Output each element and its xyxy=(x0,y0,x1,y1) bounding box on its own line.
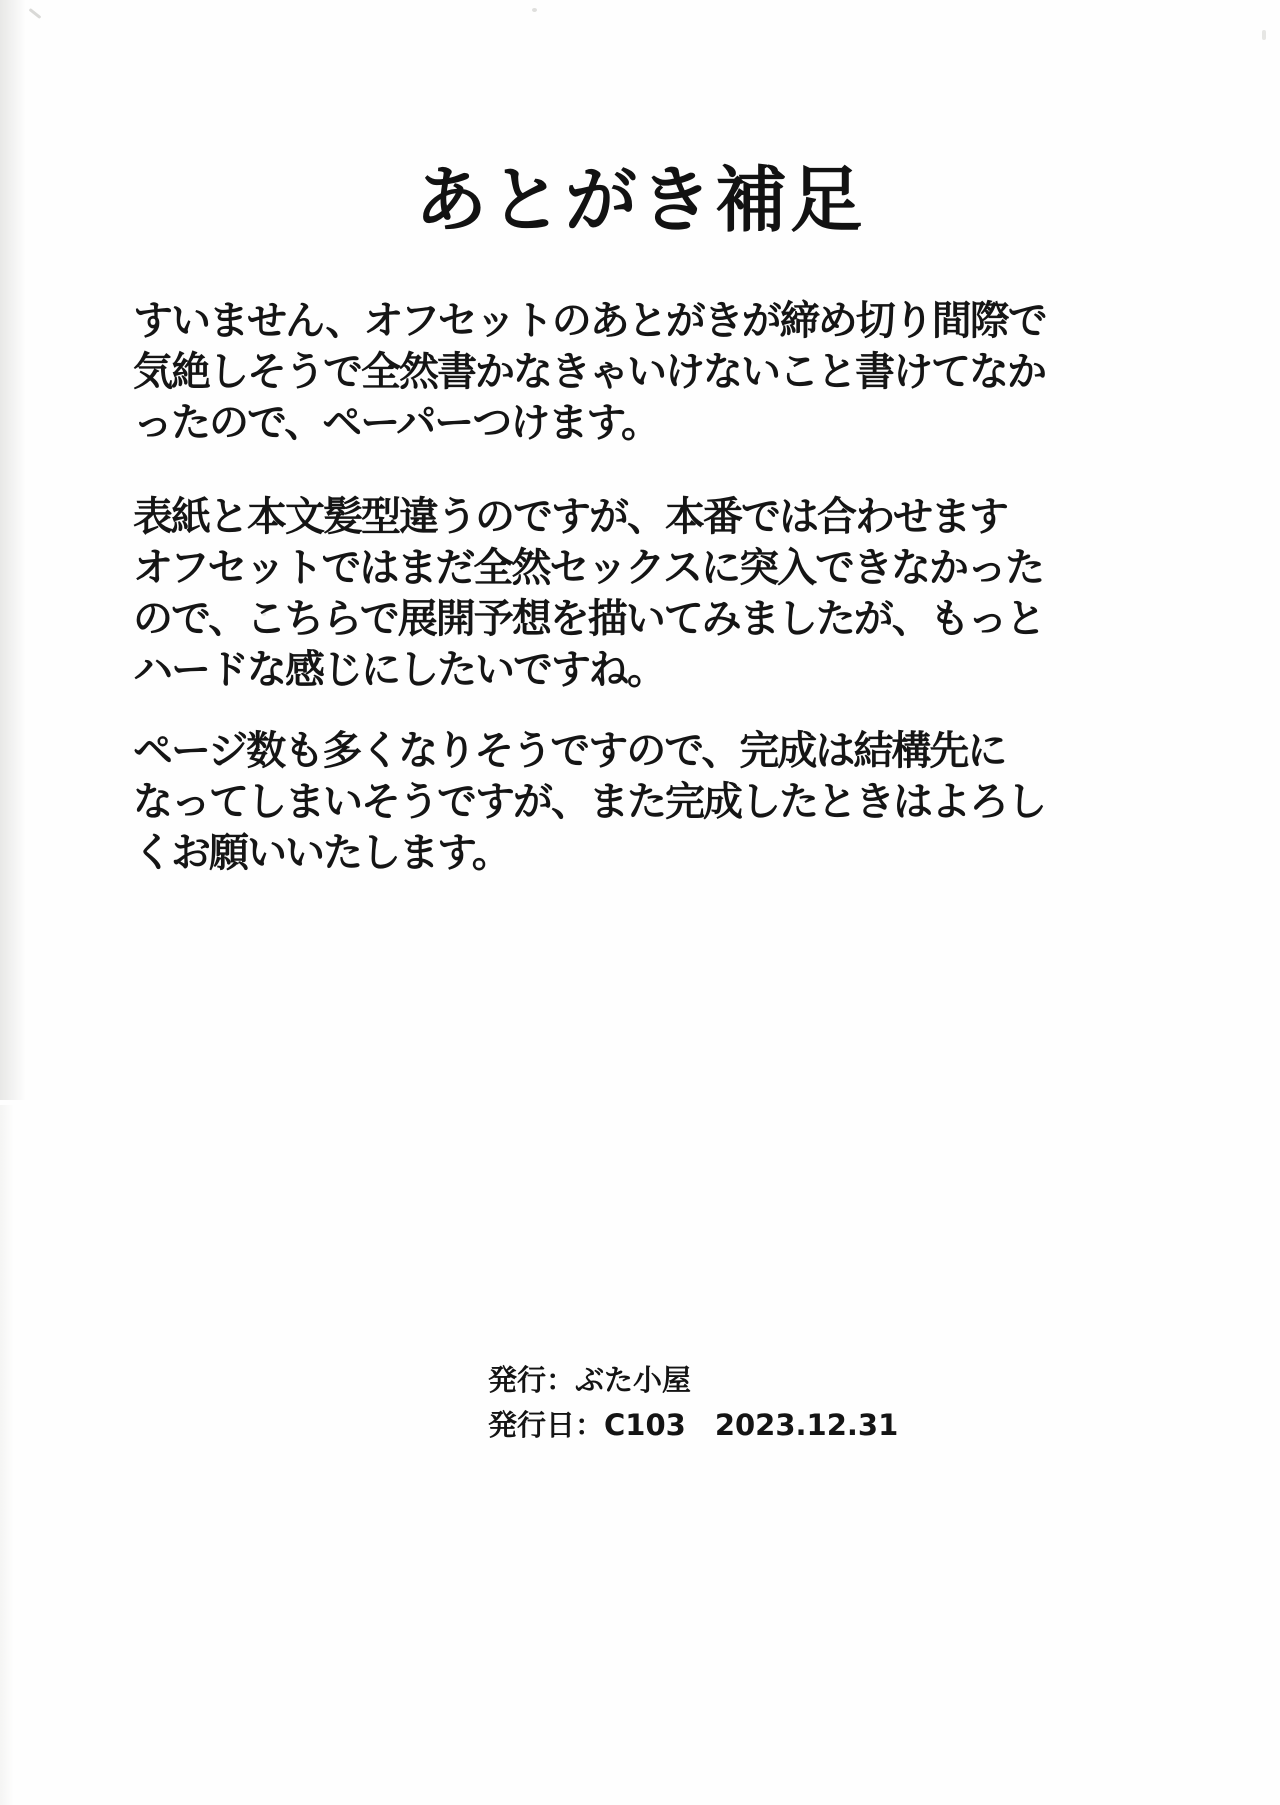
scan-edge-shading-bottom xyxy=(0,1105,14,1805)
text-line: すいません、オフセットのあとがきが締め切り間際で xyxy=(133,298,1046,344)
text-line: 気絶しそうで全然書かなきゃいけないこと書けてなか xyxy=(133,349,1045,395)
text-line: くお願いいたします。 xyxy=(133,830,510,876)
text-line: 表紙と本文髪型違うのですが、本番では合わせます xyxy=(133,494,1007,540)
scan-artifact xyxy=(1262,30,1266,40)
paragraph-closing xyxy=(133,726,1153,879)
text-line: ハードな感じにしたいですね。 xyxy=(133,647,665,693)
publisher-line: 発行：ぶた小屋 xyxy=(488,1363,692,1397)
text-line: オフセットではまだ全然セックスに突入できなかった xyxy=(133,545,1043,591)
text-line: ったので、ペーパーつけます。 xyxy=(133,400,659,446)
text-line: ページ数も多くなりそうですので、完成は結構先に xyxy=(133,728,1006,774)
text-line: ので、こちらで展開予想を描いてみましたが、もっと xyxy=(133,596,1044,642)
page-title: あとがき補足 xyxy=(414,158,865,242)
scan-artifact xyxy=(29,8,42,19)
colophon xyxy=(488,1358,898,1448)
paragraph-cover-note xyxy=(133,492,1153,696)
paragraph-apology xyxy=(133,296,1153,449)
text-line: なってしまいそうですが、また完成したときはよろし xyxy=(133,779,1045,825)
scan-artifact xyxy=(532,8,537,12)
publish-date-line: 発行日：C103 2023.12.31 xyxy=(488,1408,899,1442)
